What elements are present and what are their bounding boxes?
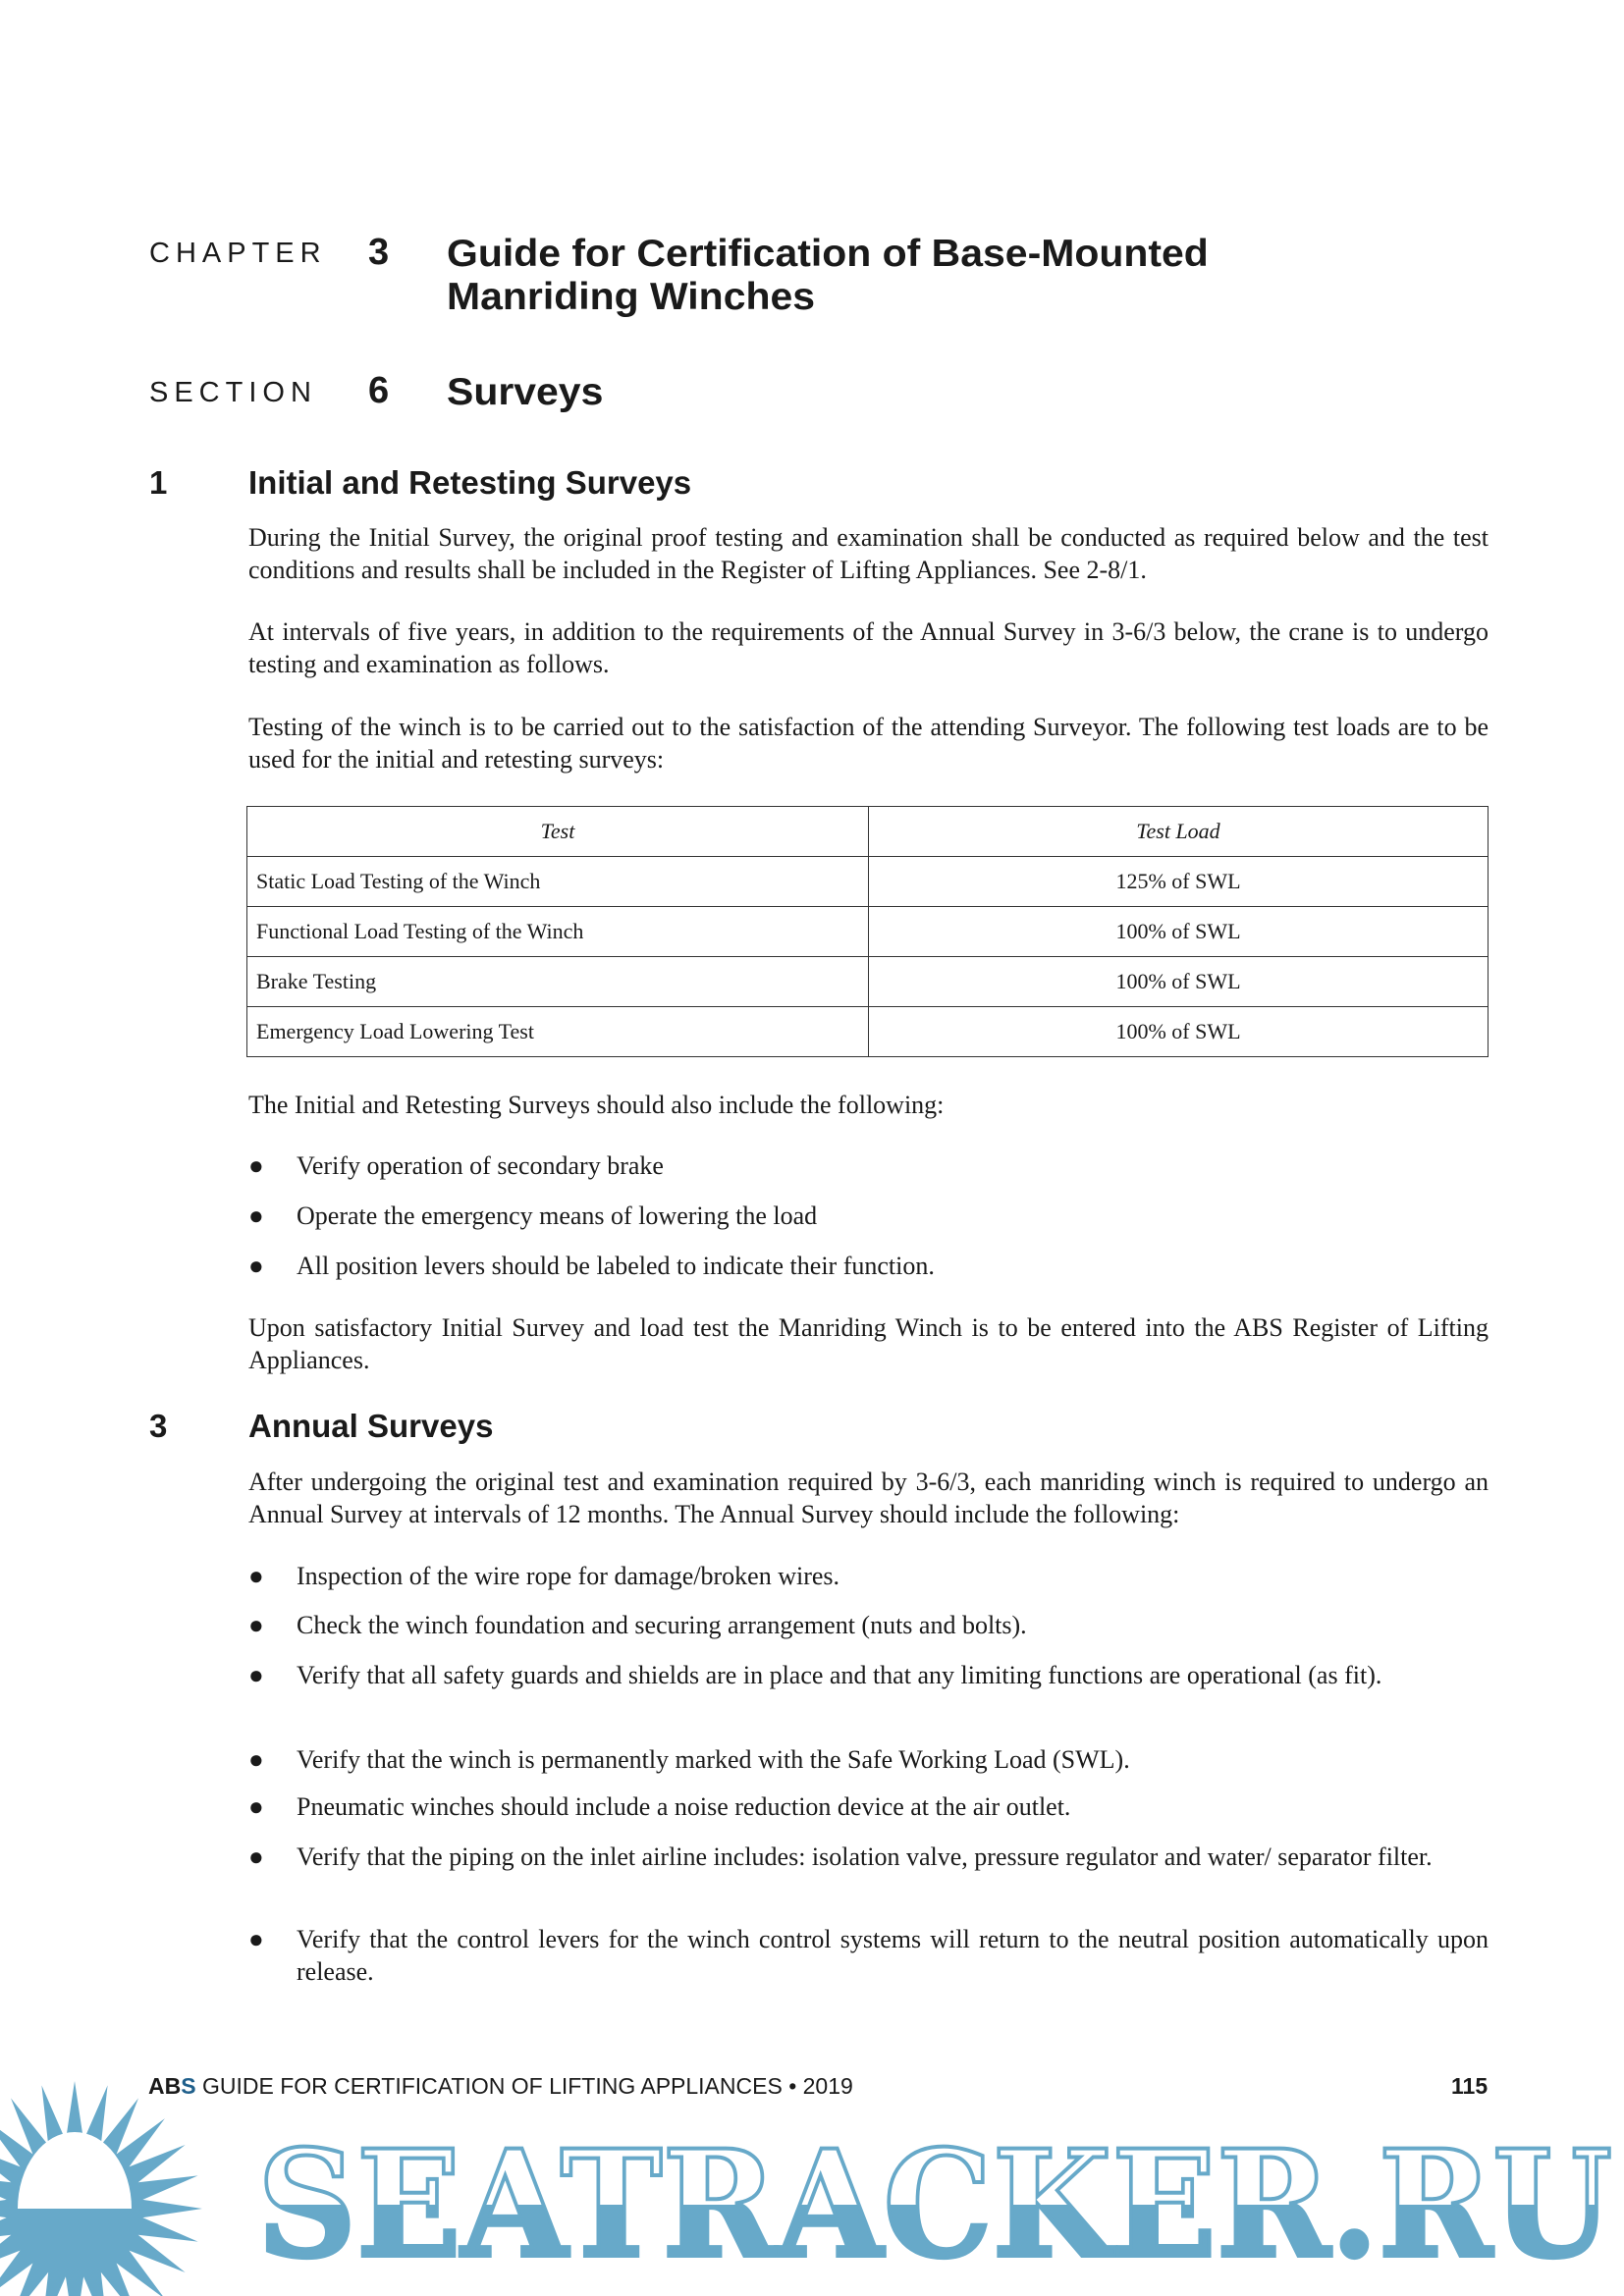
- list-item: ● Inspection of the wire rope for damage/broken wires.: [248, 1562, 840, 1590]
- bullet-icon: ●: [248, 1842, 264, 1871]
- footer-left: [148, 2073, 853, 2100]
- section-title: Surveys: [447, 371, 604, 413]
- section-label: SECTION: [149, 377, 317, 408]
- list-item: ● Verify operation of secondary brake: [248, 1151, 664, 1180]
- list-item: ● Operate the emergency means of lowering the load: [248, 1201, 818, 1230]
- paragraph: The Initial and Retesting Surveys should also include the following:: [248, 1091, 945, 1119]
- paragraph: Testing of the winch is to be carried out to the satisfaction of the attending Surveyor. The following test loads are to be used for the initial and retesting surveys:: [248, 713, 1489, 774]
- paragraph: At intervals of five years, in addition to the requirements of the Annual Survey in 3-6/3 below, the crane is to undergo testing and examination as follows.: [248, 617, 1489, 678]
- heading-1-number: 1: [149, 464, 168, 501]
- chapter-title-line1: Guide for Certification of Base-Mounted: [447, 233, 1209, 275]
- heading-1-title: Initial and Retesting Surveys: [248, 464, 692, 501]
- footer-title: GUIDE FOR CERTIFICATION OF LIFTING APPLIANCES • 2019: [195, 2073, 853, 2099]
- bullet-icon: ●: [248, 1745, 264, 1774]
- bullet-icon: ●: [248, 1792, 264, 1821]
- list-item: ● All position levers should be labeled to indicate their function.: [248, 1252, 935, 1280]
- list-item: ● Pneumatic winches should include a noise reduction device at the air outlet.: [248, 1792, 1071, 1821]
- list-item: ● Verify that the piping on the inlet airline includes: isolation valve, pressure regulator and water/ separator filter.: [248, 1842, 1433, 1871]
- list-item: ● Verify that all safety guards and shields are in place and that any limiting functions are operational (as fit).: [248, 1661, 1382, 1689]
- chapter-number: 3: [368, 232, 390, 273]
- header-test: Test: [247, 807, 869, 857]
- bullet-icon: ●: [248, 1611, 264, 1639]
- paragraph: During the Initial Survey, the original proof testing and examination shall be conducted as required below and the test conditions and results shall be included in the Register of Lifting Appliances. See 2-8/1.: [248, 523, 1489, 584]
- list-item: ● Verify that the control levers for the winch control systems will return to the neutral position automatically upon release.: [248, 1925, 1489, 1986]
- table-row: [247, 957, 1489, 1007]
- cell-load: 100% of SWL: [869, 907, 1489, 957]
- section-number: 6: [368, 370, 390, 411]
- abs-logo-a: AB: [148, 2073, 182, 2099]
- cell-load: 125% of SWL: [869, 857, 1489, 907]
- test-load-table: [246, 806, 1489, 1057]
- cell-load: 100% of SWL: [869, 957, 1489, 1007]
- paragraph: Upon satisfactory Initial Survey and load test the Manriding Winch is to be entered into the ABS Register of Lifting Appliances.: [248, 1313, 1489, 1374]
- list-item: ● Verify that the winch is permanently marked with the Safe Working Load (SWL).: [248, 1745, 1130, 1774]
- cell-load: 100% of SWL: [869, 1007, 1489, 1057]
- bullet-icon: ●: [248, 1151, 264, 1180]
- table-row: [247, 907, 1489, 957]
- table-header-row: [247, 807, 1489, 857]
- page-number: 115: [1451, 2073, 1489, 2099]
- watermark-text: SEATRACKER.RU: [257, 2118, 1612, 2291]
- header-test-load: Test Load: [869, 807, 1489, 857]
- cell-test: Emergency Load Lowering Test: [247, 1007, 869, 1057]
- paragraph: After undergoing the original test and examination required by 3-6/3, each manriding winch is required to undergo an Annual Survey at intervals of 12 months. The Annual Survey should include the following:: [248, 1468, 1489, 1528]
- heading-3-title: Annual Surveys: [248, 1408, 494, 1444]
- chapter-label: CHAPTER: [149, 238, 327, 269]
- chapter-title-line2: Manriding Winches: [447, 276, 816, 318]
- cell-test: Functional Load Testing of the Winch: [247, 907, 869, 957]
- bullet-icon: ●: [248, 1925, 264, 1953]
- bullet-icon: ●: [248, 1252, 264, 1280]
- bullet-icon: ●: [248, 1562, 264, 1590]
- cell-test: Static Load Testing of the Winch: [247, 857, 869, 907]
- sun-icon: [0, 2081, 202, 2296]
- bullet-icon: ●: [248, 1661, 264, 1689]
- table-row: [247, 857, 1489, 907]
- heading-3-number: 3: [149, 1408, 168, 1444]
- table-row: [247, 1007, 1489, 1057]
- bullet-icon: ●: [248, 1201, 264, 1230]
- chapter-title: [447, 233, 1209, 319]
- cell-test: Brake Testing: [247, 957, 869, 1007]
- list-item: ● Check the winch foundation and securing arrangement (nuts and bolts).: [248, 1611, 1027, 1639]
- abs-logo-s: S: [181, 2073, 196, 2099]
